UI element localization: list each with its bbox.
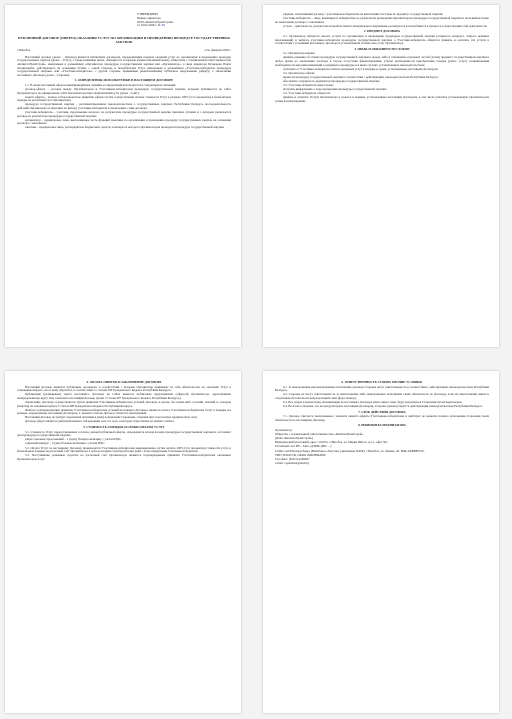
paragraph: 3.2. Организатор обязан: <box>283 70 315 75</box>
section-5-title: 5. СТОИМОСТЬ, ПОРЯДОК И СРОКИ ОПЛАТЫ УСЛУГ <box>83 425 165 430</box>
document-page-4 <box>263 371 499 713</box>
paragraph: Настоящий Договор не требует скрепления печатями и (или) подписания Сторонами, сохраняя при этом полную юридическую силу. <box>25 415 198 420</box>
paragraph: 7.1. Договор считается заключенным с момента акцепта оферты Участником-победителем и действует до момента полного исполнения сторонами своих обязательств по настоящему Договору. <box>275 414 489 422</box>
requisite-line: Организатор: <box>275 428 293 433</box>
approval-number: 15 <box>161 23 165 28</box>
paragraph: принять решение об отмене процедуры государственной закупки в целом, либо в отношении отдельных частей (лотов) предмета государственной закупки в любое время до заключения договора в случае отсутствия финансирования, утраты необходимости приобретения товаров (работ, услуг), возникновения необходимости внесения изменений в документы процедуры и в иных случаях, установленных законодательством; <box>275 55 489 67</box>
paragraph: 5.2. Оплата Услуг по настоящему Договору производится Участником-победителем единовременно, путем оплаты 100% (Сто процентов) стоимости услуг, в безналичном порядке на расчетный счет Организатора в срок не позднее 5 (пяти) рабочих дней с даты определения Участника-победителя. <box>17 445 231 454</box>
paragraph: Договор оферта является действительным в той редакции и на тот срок, в котором существовал на момент оплаты. <box>25 419 175 424</box>
paragraph: услуги – деятельность, результаты которой не имеют материального выражения, реализуются и потребляются в процессе осуществления этой деятельности. <box>283 23 488 28</box>
approval-title: Приказ директора <box>137 15 161 20</box>
paragraph: 3.3. Участник-победитель имеет право: <box>283 83 334 88</box>
requisite-line: e-mail: capitalural@mail.by <box>275 460 310 465</box>
paragraph: 6.3. Все споры и разногласия, возникающие из настоящего Договора или в связи с ним, будут разрешаться Сторонами путем переговоров. <box>283 399 463 404</box>
paragraph: Заключение Договора осуществляется путем принятия Участником-победителем условий Договора в целом, без каких-либо условий, изъятий и оговорок (акцепта) на основании пункта 3 статьи 408 Гражданского Кодекса Республики Беларусь. <box>17 399 231 408</box>
paragraph: обеспечить сохранность документов процедуры государственной закупки; <box>283 79 380 83</box>
paragraph: участник-победитель – лицо, являющееся победителем по результатам проведения Организатором процедуры государственной закупки и получившее право на заключение договора с заказчиком; <box>275 16 489 24</box>
requisite-line: Расчетный счет BY... ЗАО «ДЭБИ» (BIC ...) <box>275 444 332 449</box>
document-date: «19» февраля 2026 г. <box>204 48 231 53</box>
paragraph: Настоящий Договор является публичным договором, в соответствии с которым Организатор принимает на себя обязательство по оказанию Услуг в отношении каждого, кто к нему обратится, в соответствии со статьей 396 Гражданского Кодекса Республики Беларусь. <box>17 384 231 393</box>
requisite-line: Общество с ограниченной ответственностью «КапиталУрамСтрой» <box>275 432 363 437</box>
paragraph: 3.1. Организатор вправе: <box>283 51 316 56</box>
paragraph: открытый конкурс – 2 (две) базовые величины с учетом НДС. <box>25 441 106 446</box>
requisite-line: Юридический (почтовый) адрес: 210015, г. Витебск, ул. Марии Шагал, д.2-1, офис 501. <box>275 440 389 445</box>
paragraph: провести процедуру государственной закупки в соответствии с действующим законодательством Республики Беларусь; <box>283 74 439 79</box>
requisite-line: УНП 391443736, ОКПО 299028902000. <box>275 452 326 457</box>
paragraph: Фактом, подтверждающим принятие Участником-победителем условий настоящего Договора, является оплата Участником-победителем Услуг в порядке и в размере, определенных настоящим Договором. С момента оплаты Договор считается заключенным. <box>17 407 231 416</box>
paragraph: 3.4. Участник-победитель обязуется: <box>283 91 331 96</box>
section-8-title: 8. РЕКВИЗИТЫ ОРГАНИЗАТОРА <box>358 423 406 428</box>
section-2-title: 2. ПРЕДМЕТ ДОГОВОРА <box>364 29 400 34</box>
paragraph: акцепт оферты – полное и безоговорочное принятие оферты путем осуществления оплаты стоимости Услуг в размере 100% (Сто процентов) в безналичном порядке на расчетный счет Организатора; <box>17 94 231 103</box>
requisite-line: Тел./факс: (8-0212) 669697 <box>275 456 310 461</box>
intro-paragraph: Настоящий договор (далее – Договор) является публичным договором, определяющим порядок оказания услуг по организации и проведению процедур государственных закупок (далее – Услуг), а также взаимные права, обязанности и порядок взаимоотношений между обществом с ограниченной ответственностью «КапиталУрамСтрой», именуемым в дальнейшем «Организатор процедуры государственной закупки или «Организатор», в лице директора Кузнецова Павла Леонидовича, действующего на основании Устава, с одной стороны, и потребителем Услуг, именуемым в дальнейшем «Участник-победитель процедуры государственной закупки» или «Участник-победитель», с другой стороны, принявшим (акцептовавшим) публичное предложение (оферту) о заключении настоящего Договора (далее – Стороны). <box>17 54 231 77</box>
paragraph: 1.1. В целях настоящей оферты нижеприведённые термины и определения используются в следующем их значении: <box>25 82 177 87</box>
document-page-3 <box>5 371 241 713</box>
paragraph: требовать от Участника-победителя оплаты оказанных услуг в порядке и сроки, установленные настоящим Договором; <box>283 66 439 71</box>
section-6-title: 6. ОТВЕТСТВЕННОСТЬ СТОРОН. ПРОЧИЕ УСЛОВИЯ. <box>341 380 423 384</box>
paragraph: 6.2. Стороны не несут ответственность за неисполнение либо ненадлежащее исполнение своих обязательств по Договору, если их неисполнение явилось следствием обстоятельств непреодолимой силы (форс-мажор). <box>275 392 489 400</box>
approval-org: ООО «КапиталУрамСтрой» <box>137 19 174 24</box>
requisite-line: (ООО «КапиталУрамСтрой») <box>275 436 314 441</box>
place-date-row <box>17 49 231 53</box>
section-1-title: 1. ОПРЕДЕЛЕНИЯ, ИСПОЛЬЗУЕМЫЕ В НАСТОЯЩЕМ ДОГОВОРЕ <box>74 78 174 83</box>
paragraph: организатор – юридическое лицо, выполняющее часть функций заказчика по организации и проведению процедур государственных закупок на основании договора с заказчиком; <box>17 117 231 126</box>
document-title: ПУБЛИЧНЫЙ ДОГОВОР (ОФЕРТА) ОКАЗАНИЯ УСЛУГ ПО ОРГАНИЗАЦИИ И ПРОВЕДЕНИЮ ПРОЦЕДУР ГОСУДАРСТВЕННЫХ ЗАКУПОК <box>17 36 231 45</box>
paragraph: 6.1. За неисполнение или ненадлежащее исполнение договора Стороны несут ответственность в соответствии с действующим законодательством Республики Беларусь. <box>275 384 489 393</box>
city: г. Витебск <box>17 48 31 53</box>
paragraph: 5.3. Поступившие денежные средства на расчетный счет Организатора являются подтверждением принятия Участником-победителем оказанных Организатором услуг. <box>17 453 231 461</box>
document-page-2 <box>263 5 499 347</box>
approval-label: УТВЕРЖДЕНО <box>137 12 158 16</box>
approval-date: от 19.02.2026 г. № 15 <box>137 23 165 28</box>
approval-block <box>137 13 231 28</box>
paragraph: закупки, заключивший договор с участником-победителем на выполнение поставок по предмету государственной закупки; <box>283 12 444 16</box>
paragraph: договор-оферта – договор между Организатором и Участником-победителем процедуры государственной закупки, который публикуется на сайте Организатора и на официальном сайте Организатора https://kapitaluramstroy.by (далее – Сайт); <box>17 87 231 95</box>
section-4-title: 4. ОПЛАТА ОФЕРТЫ И ЗАКЛЮЧЕНИЕ ДОГОВОРА <box>86 380 162 384</box>
section-3-title: 3. ПРАВА И ОБЯЗАННОСТИ СТОРОН <box>354 46 410 51</box>
section-7-title: 7. СРОК ДЕЙСТВИЯ ДОГОВОРА <box>358 409 406 414</box>
document-page-1 <box>5 5 241 347</box>
paragraph: процедура государственной закупки – регламентированная законодательством о государственных закупках Республики Беларусь последовательность действий Организатора и заказчика по выбору участника-победителя и заключению с ним договора; <box>17 102 231 110</box>
paragraph: 6.4. Во всем остальном, что не предусмотрено настоящим Договором, Стороны руководствуются действующим законодательством Республики Беларусь. <box>283 404 483 409</box>
paragraph: 5.1. Стоимость Услуг, предоставляемых согласно данной публичной оферты, определяется исходя из вида процедуры государственной закупки и составляет для процедуры государственной закупки: <box>17 429 231 438</box>
paragraph: 2.1. Организатор обязуется оказать услуги по организации и проведению процедуры государственной закупки (открытого конкурса, запроса ценовых предложений) и выбрать участника-победителя процедуры государственной закупки, а Участник-победитель обязуется принять и оплатить эти услуги в соответствии с условиями настоящего Договора и установленной стоимостью услуг Организатора. <box>275 33 489 46</box>
paragraph: принять и оплатить Услуги Организатора в сроки и в порядке, установленные настоящим Договором, в том числе уплатить установленную Организатором сумму вознаграждения. <box>275 95 489 103</box>
requisites-block <box>275 429 489 465</box>
paragraph: получить информацию о ходе проведения процедуры государственной закупки; <box>283 87 387 92</box>
requisite-line: в ОАО «АСБ Беларусбанк» (Витебское областное управление №200), г. Витебск, ул. Ленина, 20, БИК AKBBBY2X. <box>275 448 425 453</box>
paragraph: участник-победитель – участник, предложение которого по результатам процедуры государственной закупки признано лучшим и с которым заключается договор по результатам процедуры государственной закупки; <box>17 110 231 118</box>
paragraph: запрос ценовых предложений – 1 (одну) базовую величину с учетом НДС; <box>25 437 122 442</box>
paragraph: заказчик – юридическое лицо, распорядитель бюджетных средств, в интересах которого Организатором проводится процедура государственной закупки. <box>25 125 225 130</box>
paragraph: Публикация (размещение) текста настоящего Договора на Сайте является публичным предложением (офертой) Организатора, адресованным неопределенному кругу лиц, заключить настоящий Договор (пункт 2 статьи 407 Гражданского Кодекса Республики Беларусь). <box>17 392 231 400</box>
